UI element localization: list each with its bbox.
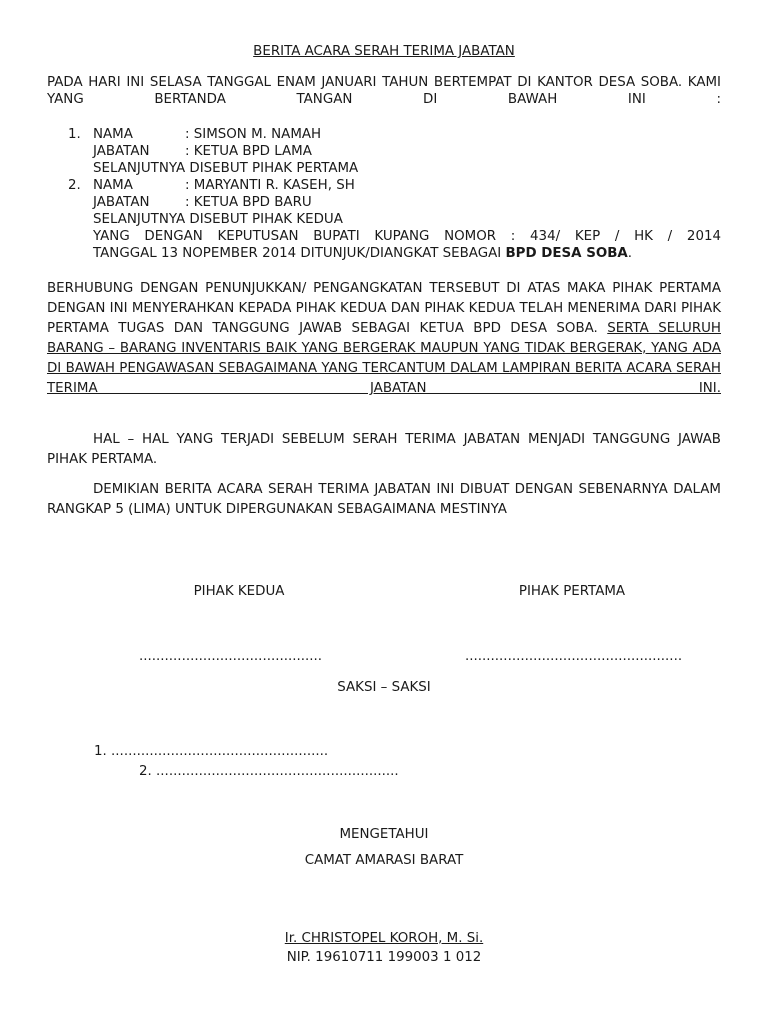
- witness-2-line: .........................................................: [156, 764, 399, 779]
- camat-title: CAMAT AMARASI BARAT: [304, 853, 464, 868]
- witness-heading: SAKSI – SAKSI: [337, 680, 431, 695]
- witness-2: [139, 763, 399, 780]
- party-first-note: SELANJUTNYA DISEBUT PIHAK PERTAMA: [93, 161, 359, 176]
- sign-label-second-party: PIHAK KEDUA: [193, 584, 285, 599]
- official-name: Ir. CHRISTOPEL KOROH, M. Si.: [284, 931, 484, 946]
- sign-line-second-party: ...........................................: [139, 649, 323, 664]
- decree-line-2-prefix: TANGGAL 13 NOPEMBER 2014 DITUNJUK/DIANGKAT SEBAGAI: [93, 246, 506, 261]
- party-second-name-row: [68, 177, 721, 194]
- responsibility-paragraph: HAL – HAL YANG TERJADI SEBELUM SERAH TERIMA JABATAN MENJADI TANGGUNG JAWAB PIHAK PERTAMA.: [47, 432, 721, 467]
- witness-1-line: ...................................................: [111, 744, 329, 759]
- handover-paragraph: [47, 279, 721, 399]
- party-second-name-label: NAMA: [93, 178, 133, 193]
- party-first-position-row: [68, 143, 721, 160]
- document-title: BERITA ACARA SERAH TERIMA JABATAN: [253, 44, 515, 59]
- sign-line-first-party: ...................................................: [465, 649, 683, 664]
- party-first: [68, 126, 721, 177]
- sign-label-first-party: PIHAK PERTAMA: [518, 584, 626, 599]
- party-second-position-value: : KETUA BPD BARU: [185, 195, 312, 210]
- decree-village-name: BPD DESA SOBA: [505, 246, 628, 261]
- party-second-number: 2.: [68, 178, 81, 193]
- witness-2-number: 2.: [139, 764, 152, 779]
- party-first-name-row: [68, 126, 721, 143]
- intro-paragraph: PADA HARI INI SELASA TANGGAL ENAM JANUARI TAHUN BERTEMPAT DI KANTOR DESA SOBA. KAMI YANG BERTANDA TANGAN DI BAWAH INI :: [47, 75, 721, 107]
- handover-text: BERHUBUNG DENGAN PENUNJUKKAN/ PENGANGKATAN TERSEBUT DI ATAS MAKA PIHAK PERTAMA DENGAN INI MENYERAHKAN KEPADA PIHAK KEDUA DAN PIHAK KEDUA TELAH MENERIMA DARI PIHAK PERTAMA TUGAS DAN TANGGUNG JAWAB SEBAGAI KETUA BPD DESA SOBA.: [47, 281, 721, 336]
- party-second-note: SELANJUTNYA DISEBUT PIHAK KEDUA: [93, 212, 343, 227]
- official-nip: NIP. 19610711 199003 1 012: [286, 950, 482, 965]
- acknowledge-label: MENGETAHUI: [339, 827, 429, 842]
- witness-1: [94, 743, 328, 760]
- party-first-position-value: : KETUA BPD LAMA: [185, 144, 312, 159]
- party-first-name-value: : SIMSON M. NAMAH: [185, 127, 322, 142]
- party-second-position-row: [68, 194, 721, 211]
- closing-paragraph: DEMIKIAN BERITA ACARA SERAH TERIMA JABATAN INI DIBUAT DENGAN SEBENARNYA DALAM RANGKAP 5 (LIMA) UNTUK DIPERGUNAKAN SEBAGAIMANA MESTINYA: [47, 482, 721, 517]
- handover-inventory-text: SERTA SELURUH BARANG – BARANG INVENTARIS BAIK YANG BERGERAK MAUPUN YANG TIDAK BERGERAK, YANG ADA DI BAWAH PENGAWASAN SEBAGAIMANA YANG TERCANTUM DALAM LAMPIRAN BERITA ACARA SERAH TERIMA JABATAN INI.: [47, 321, 721, 396]
- party-second-name-value: : MARYANTI R. KASEH, SH: [185, 178, 355, 193]
- decree-line-2-suffix: .: [627, 246, 633, 261]
- decree-line-1: YANG DENGAN KEPUTUSAN BUPATI KUPANG NOMOR : 434/ KEP / HK / 2014: [93, 229, 721, 244]
- party-first-position-label: JABATAN: [93, 144, 150, 159]
- decree-line-2: [68, 245, 721, 262]
- party-first-name-label: NAMA: [93, 127, 133, 142]
- party-second-position-label: JABATAN: [93, 195, 150, 210]
- party-first-number: 1.: [68, 127, 81, 142]
- party-second: [68, 177, 721, 262]
- witness-1-number: 1.: [94, 744, 107, 759]
